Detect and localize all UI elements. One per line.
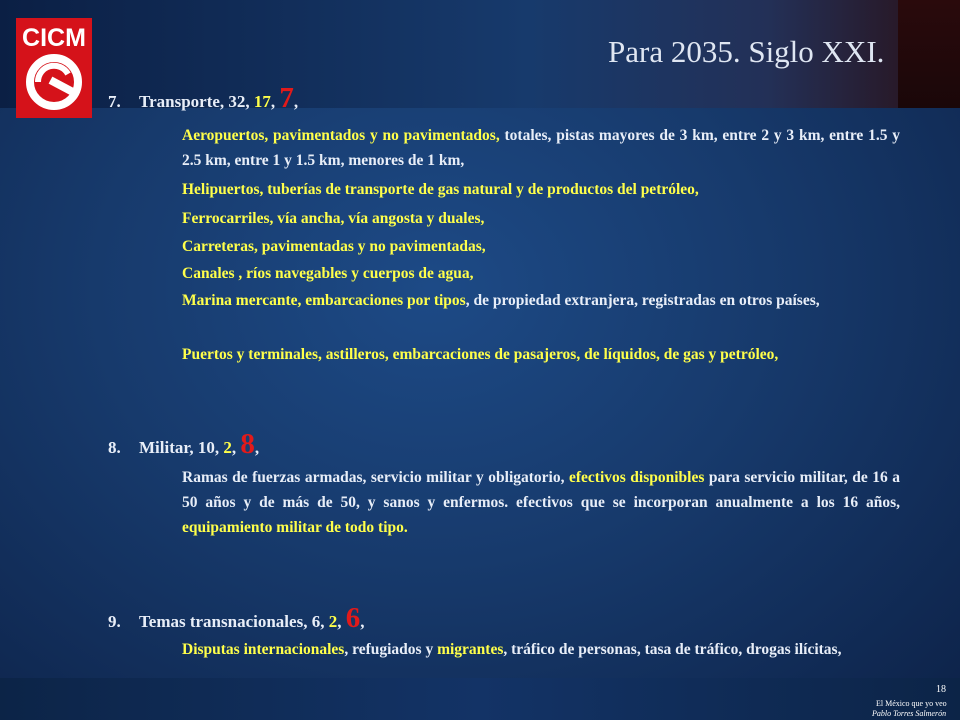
section-name: Militar, <box>139 438 198 457</box>
section-8-heading: 8. Militar, 10, 2, 8, <box>108 428 260 460</box>
section-name: Transporte, <box>139 92 229 111</box>
footer-band <box>0 678 960 720</box>
logo-lettering: CICM <box>22 24 86 52</box>
cicm-logo <box>16 18 92 118</box>
section-count-3: 6 <box>345 602 361 634</box>
section-count-3: 7 <box>279 82 294 114</box>
section-count-1: 6 <box>311 612 321 631</box>
section-count-2: 2 <box>328 612 338 631</box>
section-count-2: 2 <box>223 438 232 457</box>
section-count-2: 17 <box>253 92 271 111</box>
section-number: 7. <box>108 92 121 111</box>
footer-subtitle: El México que yo veo <box>876 699 947 708</box>
military-paragraph: Ramas de fuerzas armadas, servicio militar y obligatorio, efectivos disponibles para servicio militar, de 16 a 50 años y de más de 50, y sanos y enfermos. efectivos que se incorporan anualmente a los 16 años, equipamiento militar de todo tipo. <box>182 469 900 536</box>
logo-bar <box>49 77 77 97</box>
section-count-1: 32 <box>228 92 246 111</box>
section-number: 8. <box>108 438 121 457</box>
section-9-heading: 9. Temas transnacionales, 6, 2, 6, <box>108 602 365 634</box>
section-7-heading: 7. Transporte, 32, 17, 7, <box>108 82 299 114</box>
airports-paragraph: Aeropuertos, pavimentados y no pavimentados, totales, pistas mayores de 3 km, entre 2 y 3 km, entre 1.5 y 2.5 km, entre 1 y 1.5 km, menores de 1 km, <box>182 127 901 169</box>
ports-paragraph: Puertos y terminales, astilleros, embarcaciones de pasajeros, de líquidos, de gas y petróleo, <box>182 346 779 363</box>
section-number: 9. <box>108 612 121 631</box>
railways-paragraph: Ferrocarriles, vía ancha, vía angosta y duales, <box>182 210 485 227</box>
section-name: Temas transnacionales, <box>139 612 312 631</box>
page-number: 18 <box>936 684 946 695</box>
heliports-paragraph: Helipuertos, tuberías de transporte de gas natural y de productos del petróleo, <box>182 181 699 198</box>
canals-paragraph: Canales , ríos navegables y cuerpos de agua, <box>182 265 474 282</box>
footer-author: Pablo Torres Salmerón <box>872 709 947 718</box>
slide-title: Para 2035. Siglo XXI. <box>608 34 885 69</box>
transnational-paragraph: Disputas internacionales, refugiados y migrantes, tráfico de personas, tasa de tráfico, drogas ilícitas, <box>182 641 842 658</box>
section-count-1: 10 <box>197 438 215 457</box>
roads-paragraph: Carreteras, pavimentadas y no pavimentadas, <box>182 238 486 255</box>
section-count-3: 8 <box>240 428 255 460</box>
cicm-logo-graphic <box>16 18 92 118</box>
merchant-marine-paragraph: Marina mercante, embarcaciones por tipos, de propiedad extranjera, registradas en otros países, <box>182 292 820 309</box>
